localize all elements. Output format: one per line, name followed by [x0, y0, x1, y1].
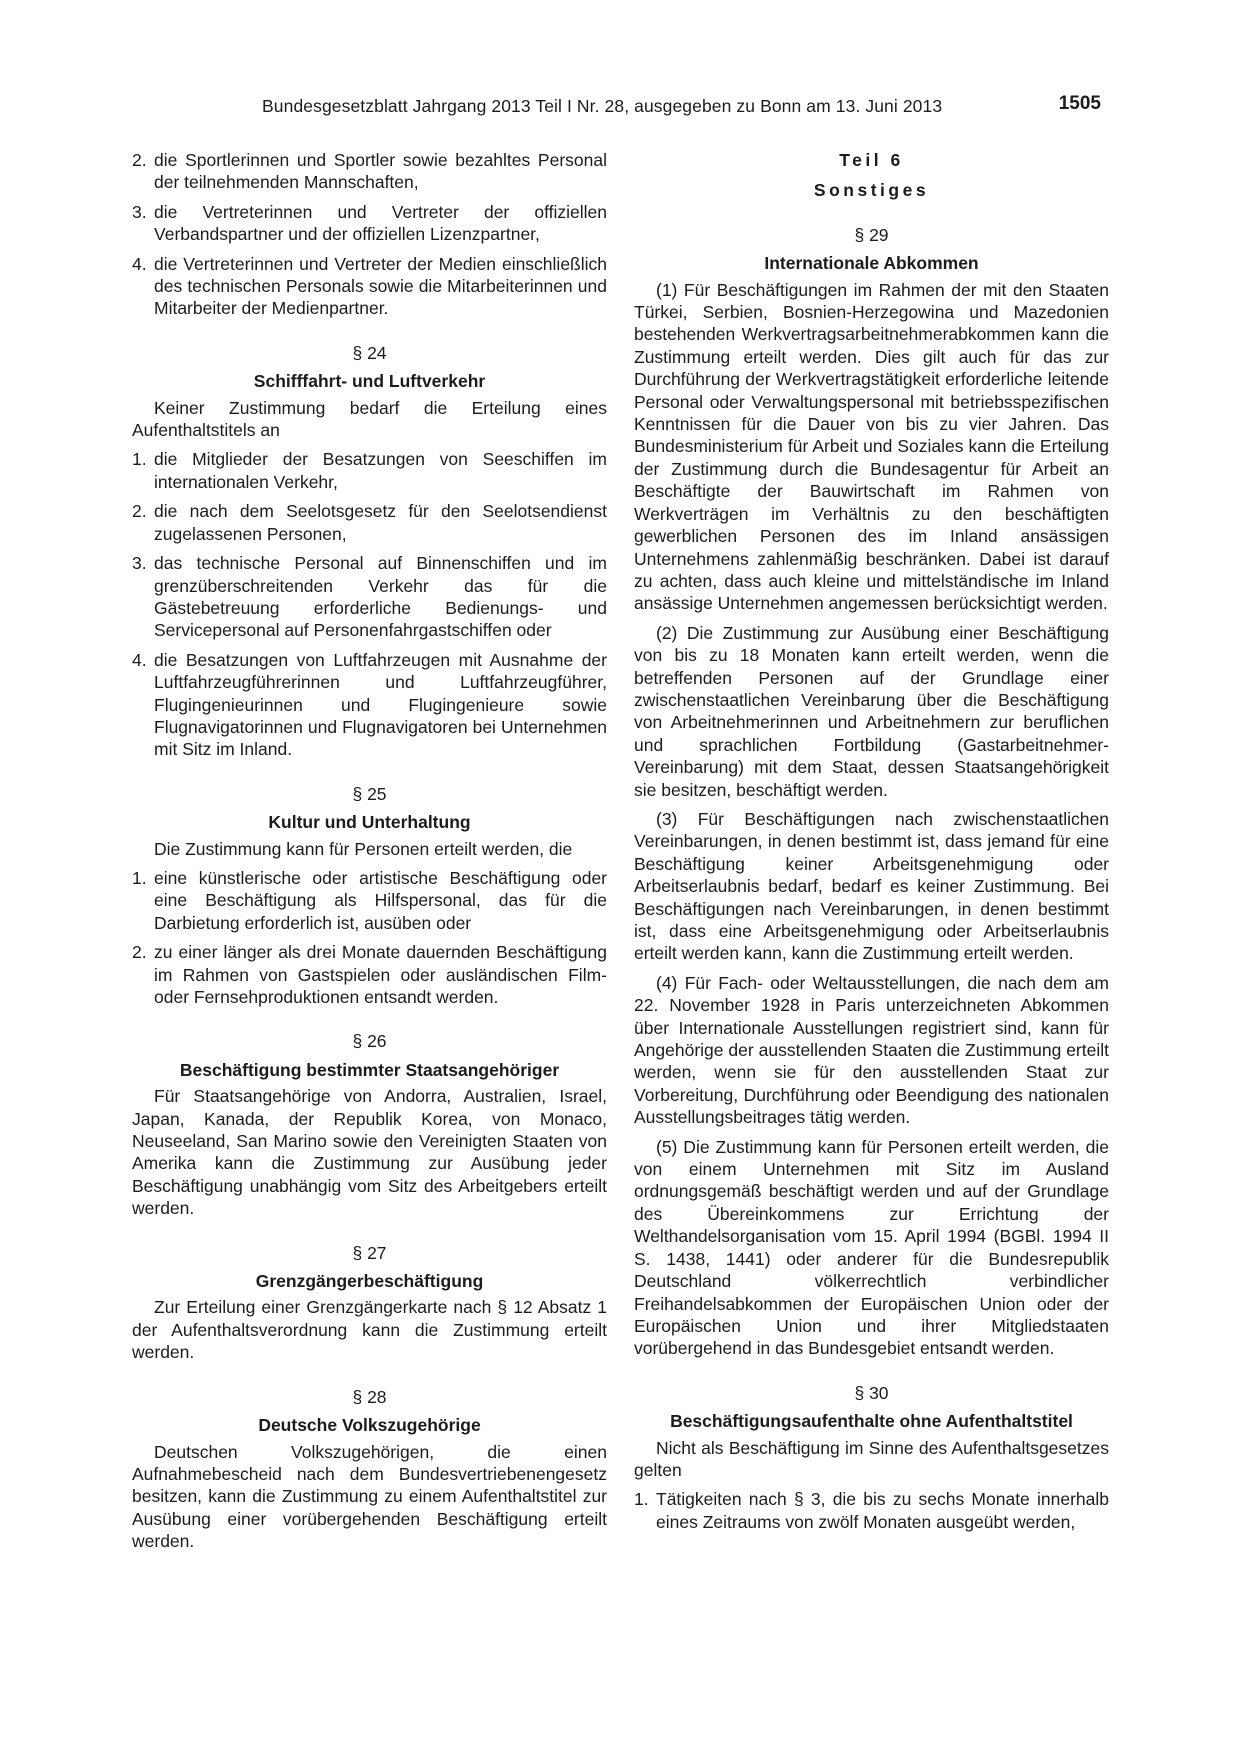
list-item-text: die Sportlerinnen und Sportler sowie bezahltes Personal der teilnehmenden Mannschaften,	[154, 150, 607, 193]
section-title-25: Kultur und Unterhaltung	[268, 812, 471, 833]
list-item	[132, 253, 607, 320]
list-item-number: 1.	[132, 867, 147, 888]
list-item-number: 3.	[132, 553, 147, 574]
section-intro-30: Nicht als Beschäftigung im Sinne des Aufenthaltsgesetzes gelten	[634, 1437, 1109, 1480]
list-item-text: eine künstlerische oder artistische Beschäftigung oder eine Beschäftigung als Hilfspersonal, das für die Darbietung erforderlich ist, ausüben oder	[154, 867, 607, 933]
list-item	[634, 1488, 1109, 1533]
list-item-number: 2.	[132, 501, 147, 522]
list-item	[132, 149, 607, 194]
paragraph: (5) Die Zustimmung kann für Personen erteilt werden, die von einem Unternehmen mit Sitz im Ausland ordnungsgemäß beschäftigt werden und auf der Grundlage des Übereinkommens zur Errichtung der Welthandelsorganisation vom 15. April 1994 (BGBl. 1994 II S. 1438, 1441) oder anderer für die Bundesrepublik Deutschland völkerrechtlich verbindlicher Freihandelsabkommen der Europäischen Union oder der Europäischen Union und ihrer Mitgliedstaaten vorübergehend in das Bundesgebiet entsandt werden.	[634, 1136, 1109, 1359]
list-item-text: Tätigkeiten nach § 3, die bis zu sechs Monate innerhalb eines Zeitraums von zwölf Monaten ausgeübt werden,	[656, 1489, 1109, 1532]
section-number-28: § 28	[352, 1386, 387, 1407]
list-item-number: 2.	[132, 942, 147, 963]
section-text-26: Für Staatsangehörige von Andorra, Australien, Israel, Japan, Kanada, der Republik Korea, von Monaco, Neuseeland, San Marino sowie den Vereinigten Staaten von Amerika kann die Zustimmung zur Ausübung jeder Beschäftigung unabhängig vom Sitz des Arbeitgebers erteilt werden.	[132, 1086, 607, 1219]
list-item-number: 2.	[132, 150, 147, 170]
section-number-27: § 27	[352, 1242, 387, 1263]
section-intro-25: Die Zustimmung kann für Personen erteilt werden, die	[154, 838, 573, 859]
list-item-text: die Vertreterinnen und Vertreter der offiziellen Verbandspartner und der offiziellen Lizenzpartner,	[154, 201, 607, 245]
paragraph: (4) Für Fach- oder Weltausstellungen, die nach dem am 22. November 1928 in Paris unterzeichneten Abkommen über Internationale Ausstellungen registriert sind, kann für Angehörige der ausstellenden Staaten die Zustimmung erteilt werden, wenn sie für den ausstellenden Staat zur Vorbereitung, Durchführung oder Beendigung des nationalen Ausstellungsbeitrages tätig werden.	[634, 972, 1109, 1128]
paragraph: (1) Für Beschäftigungen im Rahmen der mit den Staaten Türkei, Serbien, Bosnien-Herzegowina und Mazedonien bestehenden Werkvertragsarbeitnehmerabkommen kann die Zustimmung erteilt werden. Dies gilt auch für das zur Durchführung der Werkvertragstätigkeit erforderliche leitende Personal oder Verwaltungspersonal mit betriebsspezifischen Kenntnissen für die Dauer von bis zu vier Jahren. Das Bundesministerium für Arbeit und Soziales kann die Erteilung der Zustimmung durch die Bundesagentur für Arbeit an Beschäftigte der Bauwirtschaft im Rahmen von Werkverträgen im Verhältnis zu den beschäftigten gewerblichen Personen des im Inland ansässigen Unternehmens zahlenmäßig beschränken. Dabei ist darauf zu achten, dass auch kleine und mittelständische im Inland ansässige Unternehmen angemessen berücksichtigt werden.	[634, 279, 1109, 614]
list-item	[132, 201, 607, 246]
section-number-30: § 30	[854, 1382, 889, 1403]
right-column	[634, 149, 1109, 1540]
list-item-text: das technische Personal auf Binnenschiffen und im grenzüberschreitenden Verkehr das für die Gästebetreuung erforderliche Bedienungs- und Servicepersonal auf Personenfahrgastschiffen oder	[154, 553, 607, 641]
list-item-text: zu einer länger als drei Monate dauernden Beschäftigung im Rahmen von Gastspielen oder ausländischen Film- oder Fernsehproduktionen entsandt werden.	[154, 942, 607, 1007]
section-number-26: § 26	[352, 1031, 387, 1052]
list-item	[132, 500, 607, 545]
section-intro-24: Keiner Zustimmung bedarf die Erteilung eines Aufenthaltstitels an	[132, 397, 607, 441]
section-title-28: Deutsche Volkszugehörige	[258, 1415, 481, 1436]
list-item-number: 4.	[132, 649, 147, 670]
list-item-text: die Vertreterinnen und Vertreter der Medien einschließlich des technischen Personals sowie die Mitarbeiterinnen und Mitarbeiter der Medienpartner.	[154, 253, 607, 319]
list-item-number: 4.	[132, 253, 147, 274]
list-item	[132, 867, 607, 934]
part-title: Sonstiges	[813, 180, 930, 201]
list-item-text: die Besatzungen von Luftfahrzeugen mit Ausnahme der Luftfahrzeugführerinnen und Luftfahrzeugführer, Flugingenieurinnen und Flugingenieure sowie Flugnavigatorinnen und Flugnavigatoren bei Unternehmen mit Sitz im Inland.	[154, 649, 607, 760]
list-item-text: die nach dem Seelotsgesetz für den Seelotsendienst zugelassenen Personen,	[154, 501, 607, 544]
paragraph: (3) Für Beschäftigungen nach zwischenstaatlichen Vereinbarungen, in denen bestimmt ist, dass jemand für eine Beschäftigung keiner Arbeitsgenehmigung oder Arbeitserlaubnis bedarf, bedarf es keiner Zustimmung. Bei Beschäftigungen nach Vereinbarungen, in denen bestimmt ist, dass eine Arbeitsgenehmigung oder Arbeitserlaubnis erteilt werden kann, kann die Zustimmung erteilt werden.	[634, 808, 1109, 964]
section-number-29: § 29	[854, 224, 889, 245]
section-title-26: Beschäftigung bestimmter Staatsangehöriger	[179, 1059, 560, 1080]
paragraph: (2) Die Zustimmung zur Ausübung einer Beschäftigung von bis zu 18 Monaten kann erteilt werden, wenn die betreffenden Personen auf der Grundlage einer zwischenstaatlichen Vereinbarung über die Beschäftigung von Arbeitnehmerinnen und Arbeitnehmern zur beruflichen und sprachlichen Fortbildung (Gastarbeitnehmer-Vereinbarung) mit dem Staat, dessen Staatsangehörigkeit sie besitzen, beschäftigt werden.	[634, 622, 1109, 800]
section-number-25: § 25	[352, 783, 387, 804]
section-text-28: Deutschen Volkszugehörigen, die einen Aufnahmebescheid nach dem Bundesvertriebenengesetz besitzen, kann die Zustimmung zu einem Aufenthaltstitel zur Ausübung einer vorübergehenden Beschäftigung erteilt werden.	[132, 1441, 607, 1552]
section-title-29: Internationale Abkommen	[764, 253, 979, 274]
section-title-24: Schifffahrt- und Luftverkehr	[253, 371, 486, 392]
list-item-text: die Mitglieder der Besatzungen von Seeschiffen im internationalen Verkehr,	[154, 449, 607, 492]
left-column	[132, 149, 607, 1553]
section-number-24: § 24	[352, 342, 387, 363]
list-item-number: 3.	[132, 201, 147, 222]
section-text-27: Zur Erteilung einer Grenzgängerkarte nach § 12 Absatz 1 der Aufenthaltsverordnung kann die Zustimmung erteilt werden.	[132, 1297, 607, 1363]
page-header	[0, 93, 1241, 128]
list-item-number: 1.	[132, 449, 147, 470]
section-title-27: Grenzgängerbeschäftigung	[255, 1271, 484, 1292]
list-item	[132, 941, 607, 1008]
list-item	[132, 448, 607, 493]
part-label: Teil 6	[839, 150, 904, 170]
gazette-header-title: Bundesgesetzblatt Jahrgang 2013 Teil I Nr. 28, ausgegeben zu Bonn am 13. Juni 2013	[262, 96, 943, 116]
list-item-number: 1.	[634, 1489, 649, 1510]
list-item	[132, 552, 607, 642]
page-number: 1505	[1058, 93, 1101, 114]
section-title-30: Beschäftigungsaufenthalte ohne Aufenthaltstitel	[670, 1411, 1073, 1432]
list-item	[132, 649, 607, 761]
